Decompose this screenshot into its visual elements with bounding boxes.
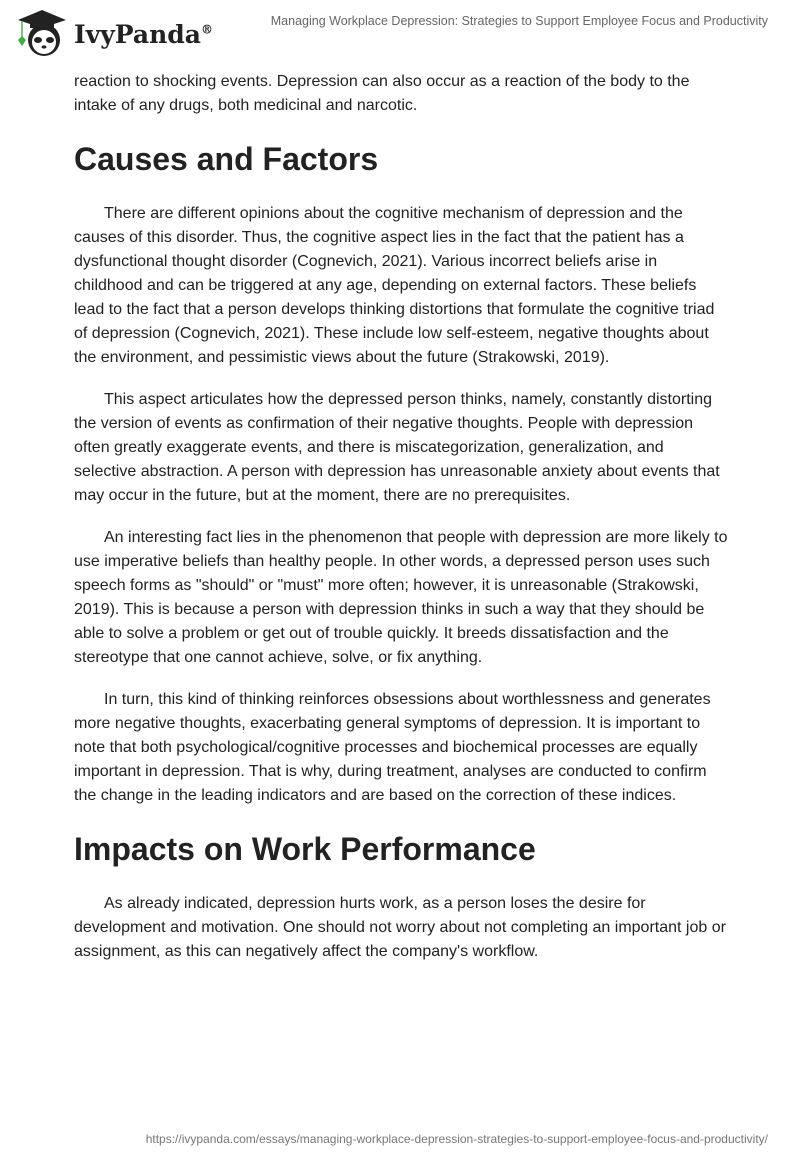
paragraph: As already indicated, depression hurts work, as a person loses the desire for development and motivation. One should not worry about not completing an important job or assignment, as this can negatively affect the company's workflow. (74, 895, 726, 960)
paragraph: An interesting fact lies in the phenomenon that people with depression are more likely to use imperative beliefs than healthy people. In other words, a depressed person uses such speech forms as "should" or "must" more often; however, it is unreasonable (Strakowski, 2019). This is because a person with depression thinks in such a way that they should be able to solve a problem or get out of trouble quickly. It breeds dissatisfaction and the stereotype that one cannot achieve, solve, or fix anything. (74, 529, 728, 666)
document-title: Managing Workplace Depression: Strategies to Support Employee Focus and Productivity (270, 14, 768, 28)
section-heading: Impacts on Work Performance (74, 831, 536, 867)
panda-logo-icon (14, 6, 70, 58)
paragraph: There are different opinions about the cognitive mechanism of depression and the causes of this disorder. Thus, the cognitive aspect lies in the fact that the patient has a dysfunctional thought disorder (Cognevich, 2021). Various incorrect beliefs arise in childhood and can be triggered at any age, depending on external factors. These beliefs lead to the fact that a person develops thinking distortions that formulate the cognitive triad of depression (Cognevich, 2021). These include low self-esteem, negative thoughts about the environment, and pessimistic views about the future (Strakowski, 2019). (74, 205, 715, 366)
paragraph: In turn, this kind of thinking reinforces obsessions about worthlessness and generates more negative thoughts, exacerbating general symptoms of depression. It is important to note that both psychological/cognitive processes and biochemical processes are equally important in depression. That is why, during treatment, analyses are conducted to confirm the change in the leading indicators and are based on the correction of these indices. (74, 691, 711, 804)
header (0, 0, 800, 60)
article-body (74, 70, 730, 982)
footer-url[interactable]: https://ivypanda.com/essays/managing-workplace-depression-strategies-to-support-employee-focus-and-productivity/ (145, 1132, 768, 1146)
logo[interactable] (14, 6, 213, 58)
paragraph: This aspect articulates how the depressed person thinks, namely, constantly distorting the version of events as confirmation of their negative thoughts. People with depression often greatly exaggerate events, and there is miscategorization, generalization, and selective abstraction. A person with depression has unreasonable anxiety about events that may occur in the future, but at the moment, there are no prerequisites. (74, 391, 720, 504)
section-heading: Causes and Factors (74, 141, 379, 177)
logo-text: IvyPanda® (74, 19, 213, 49)
paragraph: reaction to shocking events. Depression can also occur as a reaction of the body to the intake of any drugs, both medicinal and narcotic. (74, 73, 690, 114)
